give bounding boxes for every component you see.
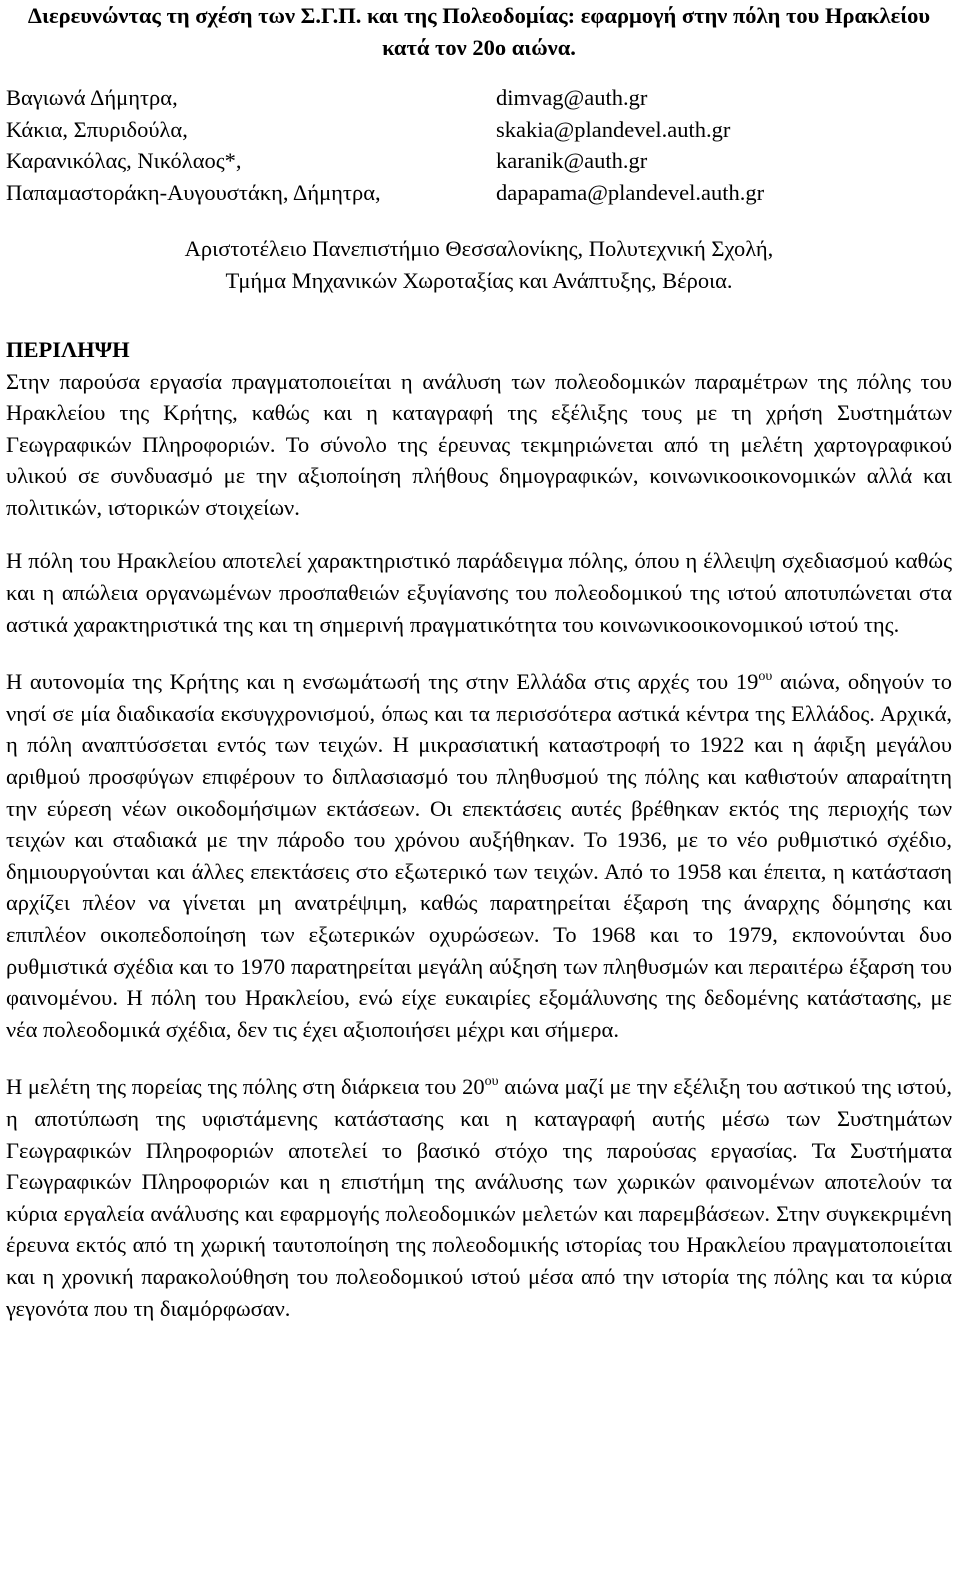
author-email: skakia@plandevel.auth.gr [496,116,731,142]
author-name: Βαγιωνά Δήμητρα, [6,85,178,110]
author-name: Καρανικόλας, Νικόλαος*, [6,148,242,173]
paragraph-text: Η αυτονομία της Κρήτης και η ενσωμάτωσή της στην Ελλάδα στις αρχές του 19 [6,669,759,695]
paragraph-text: Η μελέτη της πορείας της πόλης στη διάρκεια του 20 [6,1074,485,1100]
paragraph-text: αιώνα μαζί με την εξέλιξη του αστικού της ιστού, η αποτύπωση της υφιστάμενης κατάστασης και η καταγραφή αυτής μέσω των Συστημάτων Γεωγραφικών Πληροφοριών αποτελεί το βασικό στόχο της παρούσας εργασίας. Τα Συστήματα Γεωγραφικών Πληροφοριών και η επιστήμη της ανάλυσης των χωρικών φαινομένων αποτελούν τα κύρια εργαλεία ανάλυσης και εφαρμογής πολεοδομικών μελετών και παρεμβάσεων. Στην συγκεκριμένη έρευνα εκτός από τη χωρική ταυτοποίηση της πολεοδομικής ιστορίας του Ηρακλείου πραγματοποιείται και η χρονική παρακολούθηση του πολεοδομικού ιστού μέσα από την ιστορία της πόλης και τα κύρια γεγονότα που τη διαμόρφωσαν. [6,1074,952,1321]
affiliation [6,233,952,296]
affiliation-line: Αριστοτέλειο Πανεπιστήμιο Θεσσαλονίκης, Πολυτεχνική Σχολή, [184,236,774,261]
author-email: karanik@auth.gr [496,148,648,173]
abstract-heading: ΠΕΡΙΛΗΨΗ [6,337,130,362]
author-email: dapapama@plandevel.auth.gr [496,179,765,205]
affiliation-line: Τμήμα Μηχανικών Χωροταξίας και Ανάπτυξης, Βέροια. [225,267,733,293]
paragraph-text: αιώνα, οδηγούν το νησί σε μία διαδικασία εκσυγχρονισμού, όπως και τα περισσότερα αστικά κέντρα της Ελλάδος. Αρχικά, η πόλη αναπτύσσεται εντός των τειχών. Η μικρασιατική καταστροφή το 1922 και η άφιξη μεγάλου αριθμού προσφύγων επιφέρουν το διπλασιασμό του πληθυσμού της πόλης και καθιστούν απαραίτητη την εύρεση νέων οικοδομήσιμων εκτάσεων. Οι επεκτάσεις αυτές βρέθηκαν εκτός της περιοχής των τειχών και σταδιακά με την πάροδο του χρόνου αυξήθηκαν. Το 1936, με το νέο ρυθμιστικό σχέδιο, δημιουργούνται και άλλες επεκτάσεις στο εξωτερικό των τειχών. Από το 1958 και έπειτα, η κατάσταση αρχίζει πλέον να γίνεται μη ανατρέψιμη, καθώς παρατηρείται έξαρση της άναρχης δόμησης και επιπλέον οικοπεδοποίηση των εξωτερικών οχυρώσεων. Το 1968 και το 1979, εκπονούνται δυο ρυθμιστικά σχέδια και το 1970 παρατηρείται μεγάλη αύξηση των πληθυσμών και περαιτέρω έξαρση του φαινομένου. Η πόλη του Ηρακλείου, ενώ είχε ευκαιρίες εξομάλυνσης της δεδομένης κατάστασης, με νέα πολεοδομικά σχέδια, δεν τις έχει αξιοποιήσει μέχρι και σήμερα. [6,669,953,1042]
paper-title: Διερευνώντας τη σχέση των Σ.Γ.Π. και της Πολεοδομίας: εφαρμογή στην πόλη του Ηρακλείου κατά τον 20ο αιώνα. [27,3,931,60]
abstract-paragraph-4 [6,1071,952,1324]
abstract-paragraph-2: Η πόλη του Ηρακλείου αποτελεί χαρακτηριστικό παράδειγμα πόλης, όπου η έλλειψη σχεδιασμού καθώς και η απώλεια οργανωμένων προσπαθειών εξυγίανσης του πολεοδομικού της ιστού αποτυπώνεται στα αστικά χαρακτηριστικά της και τη σημερινή πραγματικότητα του κοινωνικοοικονομικού ιστού της. [6,548,952,637]
abstract-paragraph-3 [6,666,952,1045]
author-names [6,82,496,208]
author-emails [496,82,952,208]
abstract-paragraph-1: Στην παρούσα εργασία πραγματοποιείται η ανάλυση των πολεοδομικών παραμέτρων της πόλης του Ηρακλείου της Κρήτης, καθώς και η καταγραφή της εξέλιξης τους με τη χρήση Συστημάτων Γεωγραφικών Πληροφοριών. Το σύνολο της έρευνας τεκμηριώνεται από τη μελέτη χαρτογραφικού υλικού σε συνδυασμό με την αξιοποίηση πλήθους δημογραφικών, κοινωνικοοικονομικών αλλά και πολιτικών, ιστορικών στοιχείων. [6,368,952,520]
superscript: ου [758,669,773,685]
author-name: Κάκια, Σπυριδούλα, [6,116,188,142]
author-block [6,82,952,208]
author-name: Παπαμαστοράκη-Αυγουστάκη, Δήμητρα, [6,179,381,205]
superscript: ου [484,1074,499,1090]
author-email: dimvag@auth.gr [496,85,648,110]
